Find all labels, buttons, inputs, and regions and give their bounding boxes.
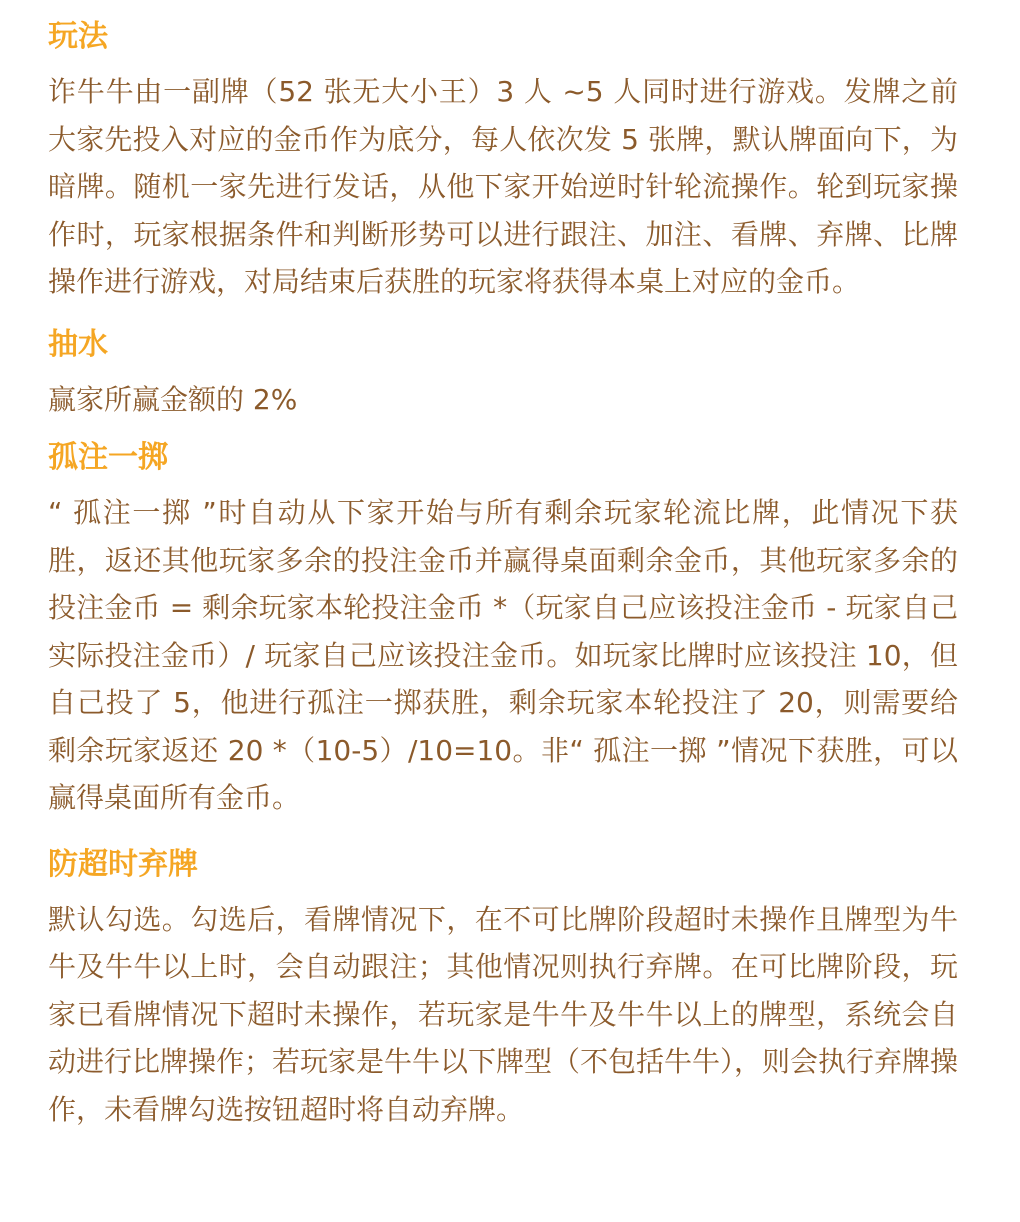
section-rake (48, 324, 958, 424)
section-body-rake: 赢家所赢金额的 2% (48, 382, 298, 416)
section-title-timeout-fold: 防超时弃牌 (48, 846, 198, 882)
section-body-timeout-fold: 默认勾选。勾选后，看牌情况下，在不可比牌阶段超时未操作且牌型为牛牛及牛牛以上时，会自动跟注；其他情况则执行弃牌。在可比牌阶段，玩家已看牌情况下超时未操作，若玩家是牛牛及牛牛以上的牌型，系统会自动进行比牌操作；若玩家是牛牛以下牌型（不包括牛牛），则会执行弃牌操作，未看牌勾选按钮超时将自动弃牌。 (48, 902, 959, 1126)
section-timeout-fold (48, 844, 958, 1134)
section-body-gameplay: 诈牛牛由一副牌（52 张无大小王）3 人 ~5 人同时进行游戏。发牌之前大家先投入对应的金币作为底分，每人依次发 5 张牌，默认牌面向下，为暗牌。随机一家先进行发话，从他下家开始逆时针轮流操作。轮到玩家操作时，玩家根据条件和判断形势可以进行跟注、加注、看牌、弃牌、比牌操作进行游戏，对局结束后获胜的玩家将获得本桌上对应的金币。 (48, 75, 958, 298)
section-gameplay (48, 16, 958, 306)
section-body-all-in: “ 孤注一掷 ”时自动从下家开始与所有剩余玩家轮流比牌，此情况下获胜，返还其他玩家多余的投注金币并赢得桌面剩余金币，其他玩家多余的投注金币 = 剩余玩家本轮投注金币 *（玩家自己应该投注金币 - 玩家自己实际投注金币）/ 玩家自己应该投注金币。如玩家比牌时应该投注 10，但自己投了 5，他进行孤注一掷获胜，剩余玩家本轮投注了 20，则需要给剩余玩家返还 20 *（10-5）/10=10。非“ 孤注一掷 ”情况下获胜，可以赢得桌面所有金币。 (48, 496, 958, 814)
section-all-in (48, 437, 958, 822)
section-title-rake: 抽水 (48, 326, 108, 362)
section-title-all-in: 孤注一掷 (48, 440, 168, 475)
rules-page (48, 16, 958, 1133)
section-title-gameplay: 玩法 (48, 19, 108, 54)
